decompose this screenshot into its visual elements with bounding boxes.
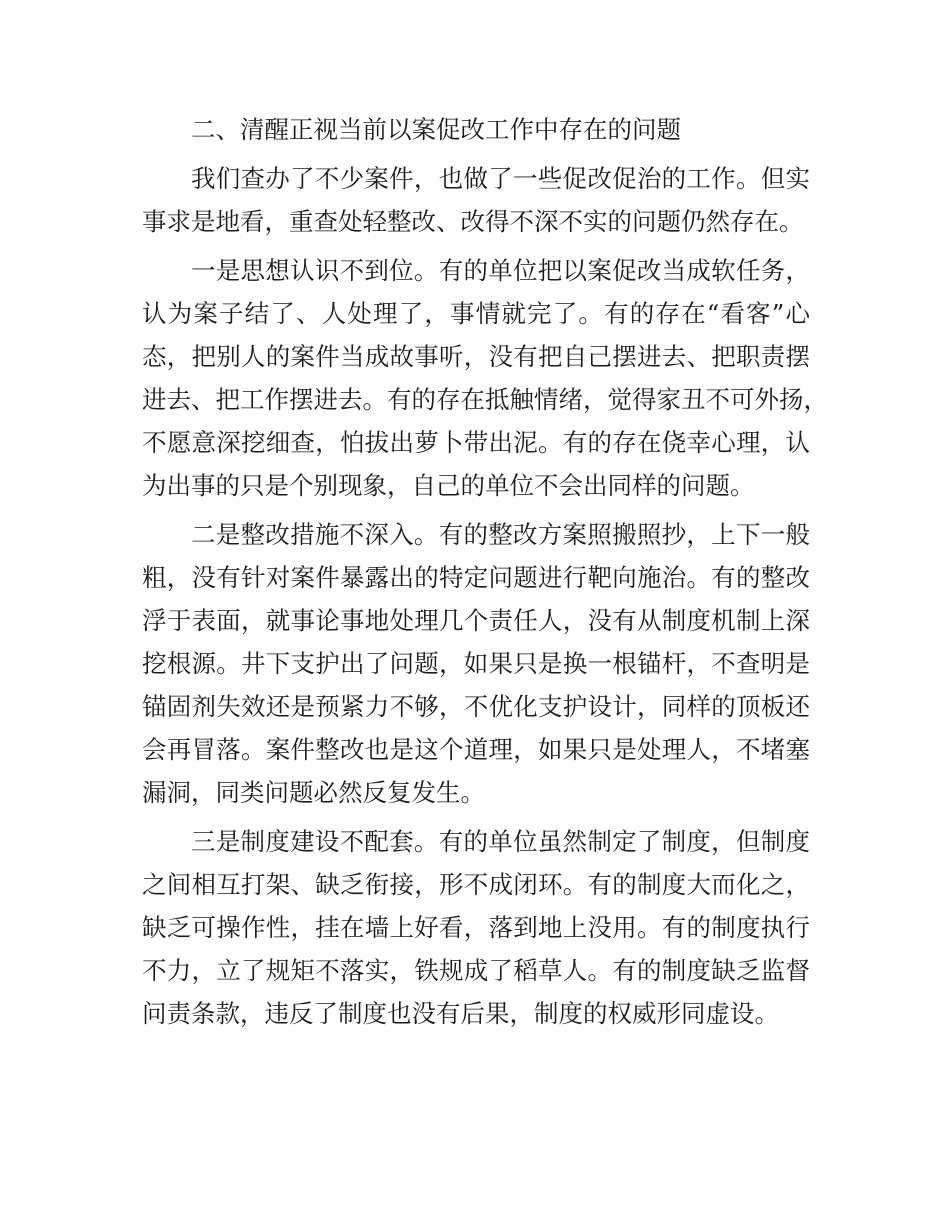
text-line: 一是思想认识不到位。有的单位把以案促改当成软任务， [191, 256, 810, 285]
text-line: 认为案子结了、人处理了，事情就完了。有的存在“看客”心 [142, 299, 810, 328]
text-line: 漏洞，同类问题必然反复发生。 [142, 778, 485, 807]
text-line: 不力，立了规矩不落实，铁规成了稻草人。有的制度缺乏监督 [142, 956, 810, 985]
text-line: 不愿意深挖细查，怕拔出萝卜带出泥。有的存在侥幸心理，认 [142, 428, 810, 457]
text-line: 为出事的只是个别现象，自己的单位不会出同样的问题。 [142, 471, 755, 500]
text-line: 进去、把工作摆进去。有的存在抵触情绪，觉得家丑不可外扬， [142, 385, 828, 414]
text-line: 挖根源。井下支护出了问题，如果只是换一根锚杆，不查明是 [142, 649, 810, 678]
text-line: 三是制度建设不配套。有的单位虽然制定了制度，但制度 [191, 827, 810, 856]
paragraph-point-three [142, 820, 810, 1035]
text-line: 会再冒落。案件整改也是这个道理，如果只是处理人，不堵塞 [142, 735, 810, 764]
paragraph-point-two [142, 513, 810, 814]
text-line: 二是整改措施不深入。有的整改方案照搬照抄，上下一般 [191, 520, 810, 549]
text-line: 事求是地看，重查处轻整改、改得不深不实的问题仍然存在。 [142, 207, 804, 236]
section-heading: 二、清醒正视当前以案促改工作中存在的问题 [191, 115, 681, 144]
paragraph-point-one [142, 249, 828, 507]
text-line: 浮于表面，就事论事地处理几个责任人，没有从制度机制上深 [142, 606, 810, 635]
text-line: 态，把别人的案件当成故事听，没有把自己摆进去、把职责摆 [142, 342, 810, 371]
text-line: 我们查办了不少案件，也做了一些促改促治的工作。但实 [191, 164, 810, 193]
paragraph-intro [142, 157, 810, 243]
text-line: 粗，没有针对案件暴露出的特定问题进行靶向施治。有的整改 [142, 563, 810, 592]
text-line: 之间相互打架、缺乏衔接，形不成闭环。有的制度大而化之， [142, 870, 810, 899]
text-line: 锚固剂失效还是预紧力不够，不优化支护设计，同样的顶板还 [142, 692, 810, 721]
text-line: 问责条款，违反了制度也没有后果，制度的权威形同虚设。 [142, 999, 779, 1028]
document-body [142, 108, 828, 1041]
text-line: 缺乏可操作性，挂在墙上好看，落到地上没用。有的制度执行 [142, 913, 810, 942]
